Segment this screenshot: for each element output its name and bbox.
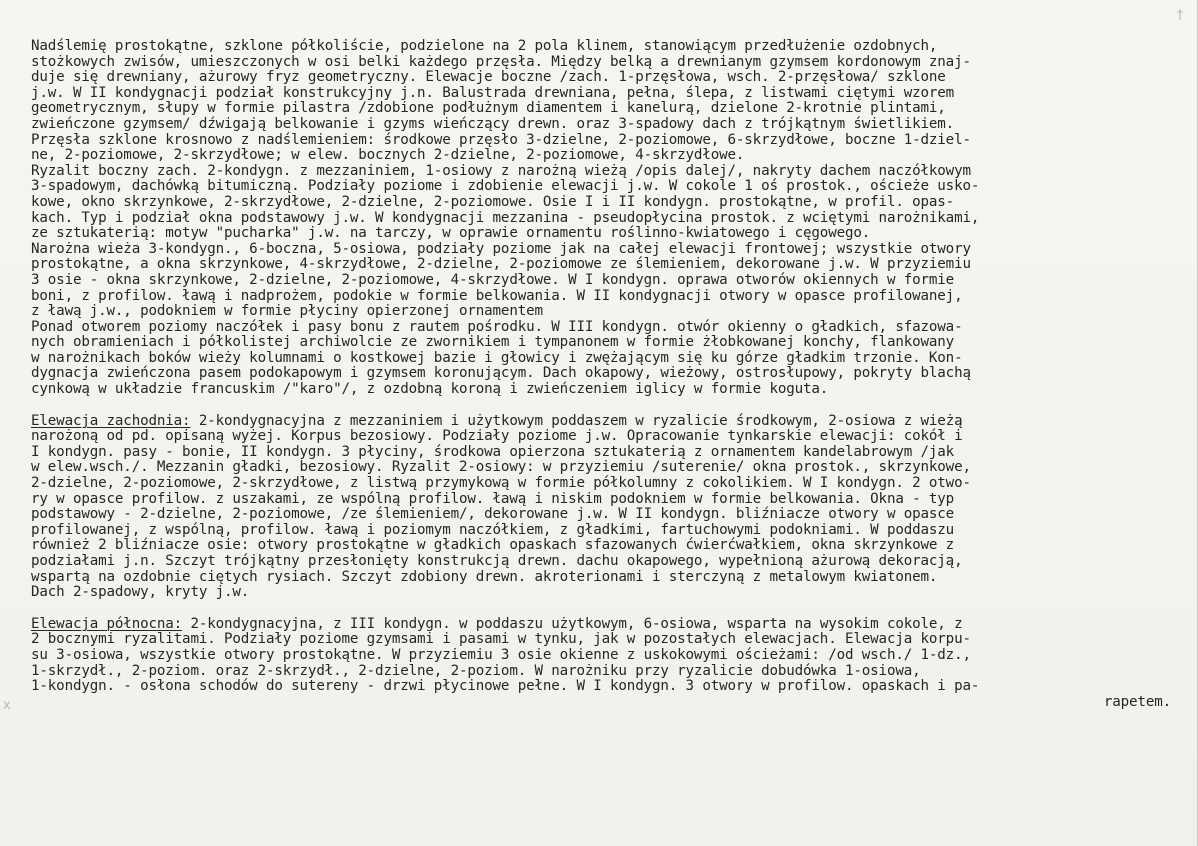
text-line: nych obramieniach i półkolistej archiwolcie ze zwornikiem i tympanonem w formie żłobkowanej konchy, flankowany [31, 334, 955, 351]
section-first-line [31, 414, 1171, 430]
section-first-line-text: 2-kondygnacyjna, z III kondygn. w poddaszu użytkowym, 6-osiowa, wsparta na wysokim cokole, z [182, 615, 963, 632]
text-line: podstawowy - 2-dzielne, 2-poziomowe, /ze ślemieniem/, dekorowane j.w. W II kondygn. bliźniacze otwory w opasce [31, 506, 955, 523]
text-line: kowe, okno skrzynkowe, 2-skrzydłowe, 2-dzielne, 2-poziomowe. Osie I i II kondygn. prostokątne, w profil. opas- [31, 193, 955, 210]
text-line: z ławą j.w., podokniem w formie płyciny opierzonej ornamentem [31, 303, 543, 320]
text-line-last: rapetem. [1103, 693, 1171, 710]
margin-mark-top: † [1176, 8, 1184, 23]
text-line: duje się drewniany, ażurowy fryz geometryczny. Elewacje boczne /zach. 1-przęsłowa, wsch. 2-przęsłowa/ szklone [31, 69, 946, 86]
text-line: profilowanej, z wspólną, profilow. ławą i poziomym naczółkiem, z gładkimi, fartuchowymi podokniami. W poddaszu [31, 521, 955, 538]
text-line: Narożna wieża 3-kondygn., 6-boczna, 5-osiowa, podziały poziome jak na całej elewacji frontowej; wszystkie otwory [31, 240, 971, 257]
text-line: 2-dzielne, 2-poziomowe, 2-skrzydłowe, z listwą przymykową w formie półkolumny z cokolikiem. W I kondygn. 2 otwo- [31, 475, 971, 492]
text-line: kach. Typ i podział okna podstawowy j.w. W kondygnacji mezzanina - pseudopłycina prostok. z wciętymi narożnikami, [31, 209, 980, 226]
text-line: 1-kondygn. - osłona schodów do sutereny - drzwi płycinowe pełne. W I kondygn. 3 otwory w profilow. opaskach i pa- [31, 678, 980, 695]
paragraph-gap [31, 398, 1171, 414]
text-line: w elew.wsch./. Mezzanin gładki, bezosiowy. Ryzalit 2-osiowy: w przyziemiu /suterenie/ okna prostok., skrzynkowe, [31, 459, 971, 476]
text-line: Ponad otworem poziomy naczółek i pasy bonu z rautem pośrodku. W III kondygn. otwór okienny o gładkich, sfazowa- [31, 318, 963, 335]
text-line: su 3-osiowa, wszystkie otwory prostokątne. W przyziemiu 3 osie okienne z uskokowymi ościeżami: /od wsch./ 1-dz., [31, 646, 971, 663]
text-line: 1-skrzydł., 2-poziom. oraz 2-skrzydł., 2-dzielne, 2-poziom. W narożniku przy ryzalicie dobudówka 1-osiowa, [31, 662, 921, 679]
text-line: Przęsła szklone krosnowo z nadślemieniem: środkowe przęsło 3-dzielne, 2-poziomowe, 6-skrzydłowe, boczne 1-dziel- [31, 131, 971, 148]
text-line: j.w. W II kondygnacji podział konstrukcyjny j.n. Balustrada drewniana, pełna, ślepa, z listwami ciętymi wzorem [31, 84, 955, 101]
section-heading-polnocna: Elewacja północna: [31, 615, 183, 632]
section-elewacja-zachodnia [31, 414, 1171, 601]
text-line: narożoną od pd. opisaną wyżej. Korpus bezosiowy. Podziały poziome j.w. Opracowanie tynkarskie elewacji: cokół i [31, 428, 963, 445]
text-line: 3 osie - okna skrzynkowe, 2-dzielne, 2-poziomowe, 4-skrzydłowe. W I kondygn. oprawa otworów okiennych w formie [31, 271, 955, 288]
text-line: prostokątne, a okna skrzynkowe, 4-skrzydłowe, 2-dzielne, 2-poziomowe ze ślemieniem, dekorowane j.w. W przyziemiu [31, 256, 971, 273]
text-line: zwieńczone gzymsem/ dźwigają belkowanie i gzyms wieńczący drewn. oraz 3-spadowy dach z trójkątnym świetlikiem. [31, 115, 955, 132]
text-line: Nadślemię prostokątne, szklone półkoliście, podzielone na 2 pola klinem, stanowiącym przedłużenie ozdobnych, [31, 38, 938, 54]
text-line: ze sztukaterią: motyw "pucharka" j.w. na tarczy, w oprawie ornamentu roślinno-kwiatowego i cęgowego. [31, 225, 871, 242]
text-line: w narożnikach boków wieży kolumnami o kostkowej bazie i głowicy i zwężającym się ku górze gładkim trzonie. Kon- [31, 349, 963, 366]
text-line: cynkową w układzie francuskim /"karo"/, z ozdobną koroną i zwieńczeniem iglicy w formie koguta. [31, 381, 829, 398]
document-text [31, 39, 1171, 710]
section-heading-zachodnia: Elewacja zachodnia: [31, 412, 191, 429]
text-line: Ryzalit boczny zach. 2-kondygn. z mezzaniniem, 1-osiowy z narożną wieżą /opis dalej/, nakryty dachem naczółkowym [31, 162, 971, 179]
text-line: ne, 2-poziomowe, 2-skrzydłowe; w elew. bocznych 2-dzielne, 2-poziomowe, 4-skrzydłowe. [31, 147, 745, 164]
section-elewacja-polnocna [31, 617, 1171, 711]
section-first-line-text: 2-kondygnacyjna z mezzaniniem i użytkowym poddaszem w ryzalicie środkowym, 2-osiowa z wieżą [190, 412, 963, 429]
text-line: również 2 bliźniacze osie: otwory prostokątne w gładkich opaskach sfazowanych ćwierćwałkiem, okna skrzynkowe z [31, 537, 955, 554]
paragraph-gap [31, 601, 1171, 617]
text-line: ry w opasce profilow. z uszakami, ze wspólną profilow. ławą i niskim podokniem w formie belkowania. Okna - typ [31, 490, 955, 507]
text-line: Dach 2-spadowy, kryty j.w. [31, 584, 250, 601]
text-line: podziałami j.n. Szczyt trójkątny przesłonięty konstrukcją drewn. dachu okapowego, wypełnioną ażurową dekoracją, [31, 553, 963, 569]
section-first-line [31, 617, 1171, 633]
text-line: 2 bocznymi ryzalitami. Podziały poziome gzymsami i pasami w tynku, jak w pozostałych elewacjach. Elewacja korpu- [31, 631, 971, 648]
paragraph-wieza-ryzalit [31, 39, 1171, 398]
text-line: wspartą na ozdobnie ciętych rysiach. Szczyt zdobiony drewn. akroterionami i sterczyną z metalowym kwiatonem. [31, 568, 938, 585]
text-line: I kondygn. pasy - bonie, II kondygn. 3 płyciny, środkowa opierzona sztukaterią z ornamentem kandelabrowym /jak [31, 443, 955, 460]
text-line: boni, z profilow. ławą i nadprożem, podokie w formie belkowania. W II kondygnacji otwory w opasce profilowanej, [31, 287, 963, 304]
text-line: dygnacja zwieńczona pasem podokapowym i gzymsem koronującym. Dach okapowy, wieżowy, ostrosłupowy, pokryty blachą [31, 365, 971, 382]
text-line: stożkowych zwisów, umieszczonych w osi belki każdego przęsła. Między belką a drewnianym gzymsem kordonowym znaj- [31, 53, 971, 70]
text-line: geometrycznym, słupy w formie pilastra /zdobione podłużnym diamentem i kanelurą, dzielone 2-krotnie plintami, [31, 100, 946, 117]
text-line: 3-spadowym, dachówką bitumiczną. Podziały poziome i zdobienie elewacji j.w. W cokole 1 oś prostok., ościeże usko- [31, 178, 980, 195]
margin-mark-left: x [3, 698, 11, 713]
